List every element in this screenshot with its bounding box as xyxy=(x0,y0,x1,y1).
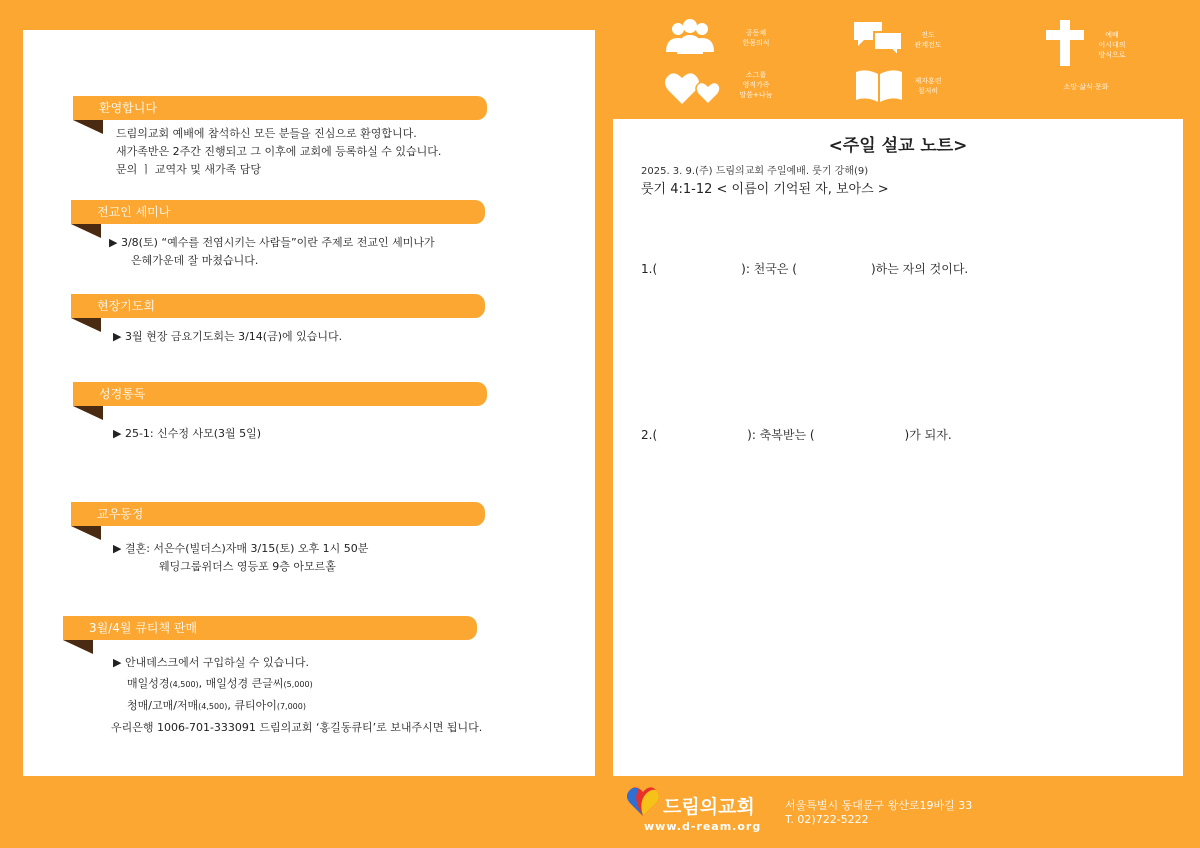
church-logo-text: 드림의교회 xyxy=(663,796,755,818)
item-name: 매일성경 xyxy=(127,677,170,690)
label-line: 영적가족 xyxy=(742,81,770,89)
icon-label xyxy=(730,28,782,48)
sermon-title: <주일 설교 노트> xyxy=(828,136,968,156)
label-line: 말씀+나눔 xyxy=(739,91,773,99)
section-body xyxy=(113,425,261,443)
question-part: ): 천국은 ( xyxy=(741,262,797,276)
item-price: (5,000) xyxy=(283,680,313,689)
ribbon-fold xyxy=(73,406,103,420)
question-2 xyxy=(641,426,952,443)
people-icon xyxy=(664,18,716,60)
church-phone: T. 02)722-5222 xyxy=(785,813,869,826)
question-1 xyxy=(641,260,968,277)
section-title: 성경통독 xyxy=(73,382,487,406)
question-part: 1.( xyxy=(641,262,658,276)
label-line: 방식으로 xyxy=(1098,51,1126,59)
label-line: 관계전도 xyxy=(914,41,942,49)
label-line: 전도 xyxy=(921,31,935,39)
text-line: ▶ 안내데스크에서 구입하실 수 있습니다. xyxy=(113,656,309,669)
ribbon-fold xyxy=(71,224,101,238)
text-line xyxy=(113,673,482,695)
icon-label xyxy=(905,76,951,96)
text-line: ▶ 3/8(토) “예수를 전염시키는 사람들”이란 주제로 전교인 세미나가 xyxy=(109,236,435,249)
label-line: 철저히 xyxy=(917,87,939,95)
question-part: )하는 자의 것이다. xyxy=(870,262,969,276)
text-line: 웨딩그룹위더스 영등포 9층 아모르홀 xyxy=(159,560,336,573)
question-part: 2.( xyxy=(641,428,658,442)
label-line: 예배 xyxy=(1105,31,1119,39)
item-name: 청매/고매/저매 xyxy=(127,699,199,712)
text-line: 우리은행 1006-701-333091 드림의교회 ‘홍길동큐티’로 보내주시면 됩니다. xyxy=(111,721,483,734)
text-line: 문의 ㅣ 교역자 및 새가족 담당 xyxy=(116,163,261,176)
section-title: 3월/4월 큐티책 판매 xyxy=(63,616,477,640)
text-line: ▶ 25-1: 신수정 사모(3월 5일) xyxy=(113,427,262,440)
icon-label xyxy=(730,70,782,100)
ribbon-fold xyxy=(73,120,103,134)
section-title: 교우동정 xyxy=(71,502,485,526)
item-price: (4,500) xyxy=(169,680,199,689)
item-price: (7,000) xyxy=(276,702,306,711)
text-line: ▶ 결혼: 서은수(빌더스)자매 3/15(토) 오후 1시 50분 xyxy=(113,542,369,555)
item-name: , 큐티아이 xyxy=(227,699,277,712)
item-price: (4,500) xyxy=(198,702,228,711)
icon-label xyxy=(905,30,951,50)
question-part: )가 되자. xyxy=(904,428,952,442)
text-line: 드림의교회 예배에 참석하신 모든 분들을 진심으로 환영합니다. xyxy=(116,127,417,140)
sermon-note-panel xyxy=(613,119,1183,776)
text-line: 은혜가운데 잘 마쳤습니다. xyxy=(131,254,259,267)
label-line: 한몸의식 xyxy=(742,39,770,47)
sermon-subtitle: 2025. 3. 9.(주) 드림의교회 주일예배. 룻기 강해(9) xyxy=(641,166,869,177)
ribbon-fold xyxy=(71,318,101,332)
church-logo-icon xyxy=(626,786,660,822)
ribbon-fold xyxy=(71,526,101,540)
section-title: 현장기도회 xyxy=(71,294,485,318)
section-body xyxy=(113,652,482,738)
label-line: 소망·삶식·문화 xyxy=(1063,83,1109,91)
section-title: 전교인 세미나 xyxy=(71,200,485,224)
section-body xyxy=(116,125,441,179)
icon-label xyxy=(1090,30,1134,60)
section-title: 환영합니다 xyxy=(73,96,487,120)
label-line: 소그룹 xyxy=(745,71,767,79)
item-name: , 매일성경 큰글씨 xyxy=(198,677,284,690)
label-line: 제자훈련 xyxy=(914,77,942,85)
label-line: 공동체 xyxy=(745,29,767,37)
icon-label xyxy=(1046,82,1126,92)
book-icon xyxy=(854,68,904,108)
church-url[interactable]: www.d-ream.org xyxy=(644,820,762,833)
label-line: 이시대의 xyxy=(1098,41,1126,49)
cross-icon xyxy=(1044,20,1086,70)
chat-bubbles-icon xyxy=(852,20,904,60)
text-line: 새가족반은 2주간 진행되고 그 이후에 교회에 등록하실 수 있습니다. xyxy=(116,145,442,158)
hearts-icon xyxy=(664,68,724,110)
section-body xyxy=(109,234,435,270)
section-body xyxy=(113,540,368,576)
sermon-text: 룻기 4:1-12 < 이름이 기억된 자, 보아스 > xyxy=(641,182,889,197)
section-body xyxy=(113,328,342,346)
ribbon-fold xyxy=(63,640,93,654)
church-address: 서울특별시 동대문구 왕산로19바길 33 xyxy=(785,799,973,812)
text-line xyxy=(113,695,482,717)
question-part: ): 축복받는 ( xyxy=(747,428,815,442)
text-line: ▶ 3월 현장 금요기도회는 3/14(금)에 있습니다. xyxy=(113,330,343,343)
announcements-panel xyxy=(23,30,595,776)
